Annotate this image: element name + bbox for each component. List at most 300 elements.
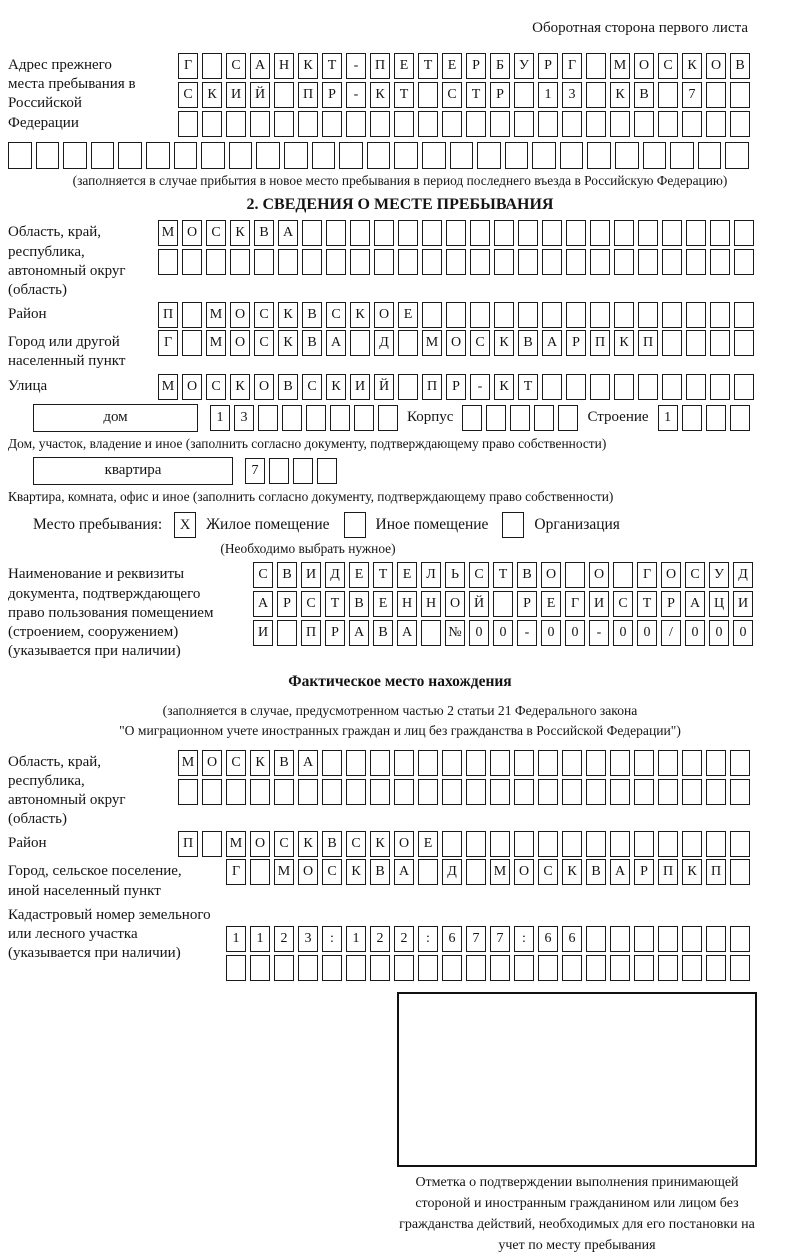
char-cell[interactable]: М — [158, 374, 178, 400]
char-cell[interactable] — [494, 302, 514, 328]
char-cell[interactable] — [538, 779, 558, 805]
char-cell[interactable]: Д — [733, 562, 753, 588]
char-cell[interactable]: 0 — [733, 620, 753, 646]
char-cell[interactable]: К — [682, 859, 702, 885]
char-cell[interactable]: П — [178, 831, 198, 857]
char-cell[interactable] — [510, 405, 530, 431]
char-cell[interactable] — [302, 220, 322, 246]
char-cell[interactable] — [706, 111, 726, 137]
char-cell[interactable] — [610, 750, 630, 776]
char-cell[interactable] — [682, 926, 702, 952]
char-cell[interactable] — [586, 955, 606, 981]
char-cell[interactable]: О — [254, 374, 274, 400]
char-cell[interactable]: И — [589, 591, 609, 617]
char-cell[interactable] — [470, 220, 490, 246]
char-cell[interactable]: 2 — [370, 926, 390, 952]
char-cell[interactable] — [658, 955, 678, 981]
char-cell[interactable] — [486, 405, 506, 431]
char-cell[interactable] — [274, 955, 294, 981]
char-cell[interactable] — [686, 249, 706, 275]
char-cell[interactable] — [734, 374, 754, 400]
char-cell[interactable] — [710, 374, 730, 400]
char-cell[interactable]: 7 — [245, 458, 265, 484]
char-cell[interactable]: О — [661, 562, 681, 588]
char-cell[interactable] — [610, 779, 630, 805]
char-cell[interactable] — [493, 591, 513, 617]
char-cell[interactable] — [658, 926, 678, 952]
char-cell[interactable]: 6 — [442, 926, 462, 952]
char-cell[interactable]: К — [614, 330, 634, 356]
char-cell[interactable] — [566, 220, 586, 246]
char-cell[interactable] — [8, 142, 32, 169]
char-cell[interactable] — [658, 750, 678, 776]
char-cell[interactable]: К — [562, 859, 582, 885]
char-cell[interactable]: 1 — [538, 82, 558, 108]
char-cell[interactable]: Н — [421, 591, 441, 617]
char-cell[interactable]: 0 — [613, 620, 633, 646]
char-cell[interactable]: К — [278, 330, 298, 356]
char-cell[interactable] — [662, 249, 682, 275]
char-cell[interactable] — [226, 111, 246, 137]
char-cell[interactable] — [254, 249, 274, 275]
char-cell[interactable]: О — [182, 374, 202, 400]
char-cell[interactable]: Т — [637, 591, 657, 617]
char-cell[interactable]: Т — [518, 374, 538, 400]
char-cell[interactable]: О — [446, 330, 466, 356]
char-cell[interactable]: С — [254, 302, 274, 328]
char-cell[interactable] — [250, 955, 270, 981]
char-cell[interactable]: А — [298, 750, 318, 776]
char-cell[interactable] — [586, 779, 606, 805]
char-cell[interactable]: К — [494, 330, 514, 356]
char-cell[interactable]: : — [418, 926, 438, 952]
char-cell[interactable]: Т — [325, 591, 345, 617]
char-cell[interactable]: - — [517, 620, 537, 646]
char-cell[interactable]: С — [346, 831, 366, 857]
char-cell[interactable] — [330, 405, 350, 431]
char-cell[interactable] — [658, 82, 678, 108]
char-cell[interactable] — [686, 302, 706, 328]
char-cell[interactable]: Й — [250, 82, 270, 108]
char-cell[interactable] — [354, 405, 374, 431]
char-cell[interactable]: - — [589, 620, 609, 646]
char-cell[interactable] — [614, 374, 634, 400]
char-cell[interactable]: 6 — [538, 926, 558, 952]
char-cell[interactable] — [658, 111, 678, 137]
char-cell[interactable]: П — [298, 82, 318, 108]
char-cell[interactable]: - — [346, 53, 366, 79]
char-cell[interactable] — [182, 249, 202, 275]
char-cell[interactable]: К — [350, 302, 370, 328]
char-cell[interactable]: П — [658, 859, 678, 885]
char-cell[interactable] — [682, 831, 702, 857]
char-cell[interactable] — [466, 750, 486, 776]
char-cell[interactable] — [538, 955, 558, 981]
char-cell[interactable] — [538, 111, 558, 137]
char-cell[interactable] — [634, 750, 654, 776]
char-cell[interactable] — [277, 620, 297, 646]
char-cell[interactable] — [202, 779, 222, 805]
char-cell[interactable] — [634, 955, 654, 981]
char-cell[interactable] — [206, 249, 226, 275]
char-cell[interactable]: Е — [394, 53, 414, 79]
char-cell[interactable] — [418, 859, 438, 885]
char-cell[interactable]: В — [254, 220, 274, 246]
char-cell[interactable] — [662, 302, 682, 328]
char-cell[interactable] — [298, 955, 318, 981]
char-cell[interactable] — [670, 142, 694, 169]
char-cell[interactable] — [470, 249, 490, 275]
char-cell[interactable]: О — [514, 859, 534, 885]
char-cell[interactable]: 2 — [394, 926, 414, 952]
char-cell[interactable] — [63, 142, 87, 169]
char-cell[interactable] — [734, 330, 754, 356]
char-cell[interactable] — [490, 779, 510, 805]
char-cell[interactable]: А — [278, 220, 298, 246]
char-cell[interactable] — [282, 405, 302, 431]
char-cell[interactable]: К — [230, 220, 250, 246]
char-cell[interactable] — [202, 831, 222, 857]
char-cell[interactable] — [422, 142, 446, 169]
char-cell[interactable]: О — [230, 330, 250, 356]
char-cell[interactable]: Г — [637, 562, 657, 588]
char-cell[interactable] — [339, 142, 363, 169]
char-cell[interactable] — [322, 750, 342, 776]
char-cell[interactable] — [422, 249, 442, 275]
char-cell[interactable] — [710, 330, 730, 356]
char-cell[interactable] — [250, 859, 270, 885]
char-cell[interactable] — [706, 926, 726, 952]
char-cell[interactable] — [725, 142, 749, 169]
char-cell[interactable] — [494, 220, 514, 246]
char-cell[interactable] — [734, 302, 754, 328]
char-cell[interactable]: А — [610, 859, 630, 885]
char-cell[interactable] — [118, 142, 142, 169]
char-cell[interactable]: М — [490, 859, 510, 885]
char-cell[interactable] — [490, 955, 510, 981]
char-cell[interactable]: С — [470, 330, 490, 356]
char-cell[interactable]: К — [230, 374, 250, 400]
char-cell[interactable] — [514, 750, 534, 776]
char-cell[interactable]: П — [590, 330, 610, 356]
char-cell[interactable]: М — [206, 302, 226, 328]
char-cell[interactable] — [466, 111, 486, 137]
char-cell[interactable] — [274, 779, 294, 805]
char-cell[interactable]: С — [178, 82, 198, 108]
char-cell[interactable] — [686, 220, 706, 246]
char-cell[interactable] — [202, 53, 222, 79]
char-cell[interactable]: Е — [398, 302, 418, 328]
char-cell[interactable] — [446, 249, 466, 275]
char-cell[interactable] — [418, 82, 438, 108]
char-cell[interactable]: Р — [517, 591, 537, 617]
char-cell[interactable] — [477, 142, 501, 169]
char-cell[interactable] — [370, 111, 390, 137]
char-cell[interactable]: В — [373, 620, 393, 646]
char-cell[interactable] — [586, 53, 606, 79]
char-cell[interactable]: С — [206, 374, 226, 400]
char-cell[interactable]: М — [226, 831, 246, 857]
char-cell[interactable]: 3 — [562, 82, 582, 108]
char-cell[interactable]: Т — [322, 53, 342, 79]
char-cell[interactable]: Й — [374, 374, 394, 400]
char-cell[interactable]: 3 — [234, 405, 254, 431]
char-cell[interactable]: В — [277, 562, 297, 588]
char-cell[interactable]: - — [470, 374, 490, 400]
char-cell[interactable] — [490, 831, 510, 857]
char-cell[interactable]: С — [226, 750, 246, 776]
char-cell[interactable] — [682, 405, 702, 431]
char-cell[interactable] — [558, 405, 578, 431]
char-cell[interactable] — [174, 142, 198, 169]
char-cell[interactable]: К — [682, 53, 702, 79]
char-cell[interactable]: Й — [469, 591, 489, 617]
char-cell[interactable] — [326, 220, 346, 246]
char-cell[interactable]: 0 — [541, 620, 561, 646]
char-cell[interactable] — [590, 249, 610, 275]
char-cell[interactable] — [710, 302, 730, 328]
char-cell[interactable] — [542, 220, 562, 246]
char-cell[interactable]: 6 — [562, 926, 582, 952]
char-cell[interactable] — [278, 249, 298, 275]
char-cell[interactable]: С — [254, 330, 274, 356]
char-cell[interactable] — [534, 405, 554, 431]
char-cell[interactable] — [258, 405, 278, 431]
char-cell[interactable]: О — [706, 53, 726, 79]
char-cell[interactable] — [538, 831, 558, 857]
char-cell[interactable] — [614, 302, 634, 328]
char-cell[interactable] — [269, 458, 289, 484]
apartment-type-box[interactable]: квартира — [33, 457, 233, 485]
char-cell[interactable] — [734, 249, 754, 275]
char-cell[interactable]: Т — [418, 53, 438, 79]
char-cell[interactable]: - — [346, 82, 366, 108]
char-cell[interactable]: А — [394, 859, 414, 885]
char-cell[interactable] — [706, 779, 726, 805]
char-cell[interactable] — [514, 955, 534, 981]
char-cell[interactable] — [442, 779, 462, 805]
char-cell[interactable] — [250, 111, 270, 137]
char-cell[interactable]: Р — [466, 53, 486, 79]
char-cell[interactable] — [562, 779, 582, 805]
char-cell[interactable] — [374, 249, 394, 275]
char-cell[interactable] — [422, 220, 442, 246]
char-cell[interactable] — [590, 302, 610, 328]
char-cell[interactable]: Е — [349, 562, 369, 588]
char-cell[interactable]: М — [206, 330, 226, 356]
char-cell[interactable] — [322, 111, 342, 137]
char-cell[interactable] — [662, 330, 682, 356]
char-cell[interactable] — [542, 249, 562, 275]
char-cell[interactable]: Г — [158, 330, 178, 356]
char-cell[interactable]: Д — [442, 859, 462, 885]
char-cell[interactable]: И — [253, 620, 273, 646]
char-cell[interactable]: С — [442, 82, 462, 108]
char-cell[interactable]: С — [322, 859, 342, 885]
char-cell[interactable]: В — [302, 302, 322, 328]
char-cell[interactable]: В — [278, 374, 298, 400]
char-cell[interactable]: 0 — [709, 620, 729, 646]
char-cell[interactable] — [505, 142, 529, 169]
char-cell[interactable] — [514, 82, 534, 108]
char-cell[interactable]: Б — [490, 53, 510, 79]
char-cell[interactable]: Н — [397, 591, 417, 617]
char-cell[interactable] — [638, 220, 658, 246]
char-cell[interactable]: Д — [325, 562, 345, 588]
char-cell[interactable] — [586, 111, 606, 137]
char-cell[interactable] — [662, 220, 682, 246]
char-cell[interactable] — [518, 249, 538, 275]
char-cell[interactable] — [226, 779, 246, 805]
char-cell[interactable]: С — [538, 859, 558, 885]
char-cell[interactable] — [490, 750, 510, 776]
char-cell[interactable]: 0 — [637, 620, 657, 646]
char-cell[interactable]: : — [514, 926, 534, 952]
char-cell[interactable] — [398, 330, 418, 356]
char-cell[interactable]: К — [370, 82, 390, 108]
char-cell[interactable] — [682, 779, 702, 805]
char-cell[interactable] — [615, 142, 639, 169]
char-cell[interactable] — [442, 831, 462, 857]
char-cell[interactable] — [322, 955, 342, 981]
char-cell[interactable]: О — [298, 859, 318, 885]
char-cell[interactable] — [634, 831, 654, 857]
char-cell[interactable]: В — [730, 53, 750, 79]
char-cell[interactable]: Р — [277, 591, 297, 617]
char-cell[interactable]: В — [274, 750, 294, 776]
char-cell[interactable]: О — [589, 562, 609, 588]
char-cell[interactable]: А — [253, 591, 273, 617]
char-cell[interactable]: Е — [541, 591, 561, 617]
char-cell[interactable] — [587, 142, 611, 169]
char-cell[interactable] — [182, 330, 202, 356]
char-cell[interactable] — [346, 955, 366, 981]
char-cell[interactable] — [350, 330, 370, 356]
char-cell[interactable]: К — [202, 82, 222, 108]
char-cell[interactable] — [418, 111, 438, 137]
char-cell[interactable] — [312, 142, 336, 169]
char-cell[interactable]: Р — [446, 374, 466, 400]
char-cell[interactable] — [610, 926, 630, 952]
char-cell[interactable]: Г — [226, 859, 246, 885]
char-cell[interactable]: О — [202, 750, 222, 776]
char-cell[interactable] — [634, 111, 654, 137]
char-cell[interactable] — [370, 955, 390, 981]
char-cell[interactable] — [202, 111, 222, 137]
char-cell[interactable] — [350, 220, 370, 246]
char-cell[interactable] — [346, 111, 366, 137]
char-cell[interactable]: О — [250, 831, 270, 857]
char-cell[interactable] — [394, 142, 418, 169]
char-cell[interactable]: 2 — [274, 926, 294, 952]
char-cell[interactable] — [514, 779, 534, 805]
char-cell[interactable]: П — [706, 859, 726, 885]
char-cell[interactable] — [36, 142, 60, 169]
char-cell[interactable] — [370, 750, 390, 776]
char-cell[interactable] — [466, 859, 486, 885]
char-cell[interactable] — [638, 249, 658, 275]
char-cell[interactable] — [734, 220, 754, 246]
char-cell[interactable] — [562, 955, 582, 981]
char-cell[interactable]: О — [445, 591, 465, 617]
char-cell[interactable]: 7 — [466, 926, 486, 952]
char-cell[interactable] — [538, 750, 558, 776]
char-cell[interactable]: А — [685, 591, 705, 617]
char-cell[interactable] — [284, 142, 308, 169]
char-cell[interactable] — [614, 220, 634, 246]
char-cell[interactable]: Р — [566, 330, 586, 356]
char-cell[interactable]: 1 — [250, 926, 270, 952]
char-cell[interactable] — [710, 220, 730, 246]
char-cell[interactable]: А — [326, 330, 346, 356]
char-cell[interactable]: С — [253, 562, 273, 588]
char-cell[interactable]: К — [298, 831, 318, 857]
char-cell[interactable]: 0 — [469, 620, 489, 646]
char-cell[interactable]: Е — [373, 591, 393, 617]
char-cell[interactable]: С — [226, 53, 246, 79]
char-cell[interactable]: О — [230, 302, 250, 328]
char-cell[interactable] — [178, 779, 198, 805]
char-cell[interactable] — [658, 831, 678, 857]
char-cell[interactable]: Р — [325, 620, 345, 646]
char-cell[interactable] — [562, 750, 582, 776]
char-cell[interactable] — [706, 831, 726, 857]
char-cell[interactable] — [418, 955, 438, 981]
char-cell[interactable]: П — [638, 330, 658, 356]
char-cell[interactable] — [378, 405, 398, 431]
char-cell[interactable] — [638, 374, 658, 400]
char-cell[interactable]: П — [301, 620, 321, 646]
checkbox-organizatsiya[interactable] — [502, 512, 524, 538]
char-cell[interactable] — [643, 142, 667, 169]
char-cell[interactable]: К — [370, 831, 390, 857]
char-cell[interactable] — [422, 302, 442, 328]
char-cell[interactable] — [730, 859, 750, 885]
char-cell[interactable]: С — [469, 562, 489, 588]
char-cell[interactable] — [562, 111, 582, 137]
char-cell[interactable]: 1 — [210, 405, 230, 431]
char-cell[interactable] — [418, 750, 438, 776]
char-cell[interactable]: В — [518, 330, 538, 356]
char-cell[interactable]: С — [658, 53, 678, 79]
char-cell[interactable] — [398, 220, 418, 246]
char-cell[interactable] — [394, 955, 414, 981]
char-cell[interactable]: Ь — [445, 562, 465, 588]
char-cell[interactable]: К — [346, 859, 366, 885]
char-cell[interactable] — [730, 405, 750, 431]
char-cell[interactable] — [542, 302, 562, 328]
char-cell[interactable] — [638, 302, 658, 328]
char-cell[interactable]: А — [349, 620, 369, 646]
char-cell[interactable]: 0 — [685, 620, 705, 646]
char-cell[interactable]: С — [685, 562, 705, 588]
char-cell[interactable]: М — [422, 330, 442, 356]
char-cell[interactable] — [730, 750, 750, 776]
char-cell[interactable] — [610, 955, 630, 981]
char-cell[interactable]: О — [541, 562, 561, 588]
char-cell[interactable]: И — [350, 374, 370, 400]
char-cell[interactable] — [178, 111, 198, 137]
char-cell[interactable] — [274, 111, 294, 137]
char-cell[interactable]: К — [494, 374, 514, 400]
char-cell[interactable]: В — [322, 831, 342, 857]
char-cell[interactable] — [706, 955, 726, 981]
char-cell[interactable]: Р — [322, 82, 342, 108]
char-cell[interactable] — [586, 750, 606, 776]
char-cell[interactable]: В — [302, 330, 322, 356]
char-cell[interactable]: К — [278, 302, 298, 328]
char-cell[interactable] — [302, 249, 322, 275]
